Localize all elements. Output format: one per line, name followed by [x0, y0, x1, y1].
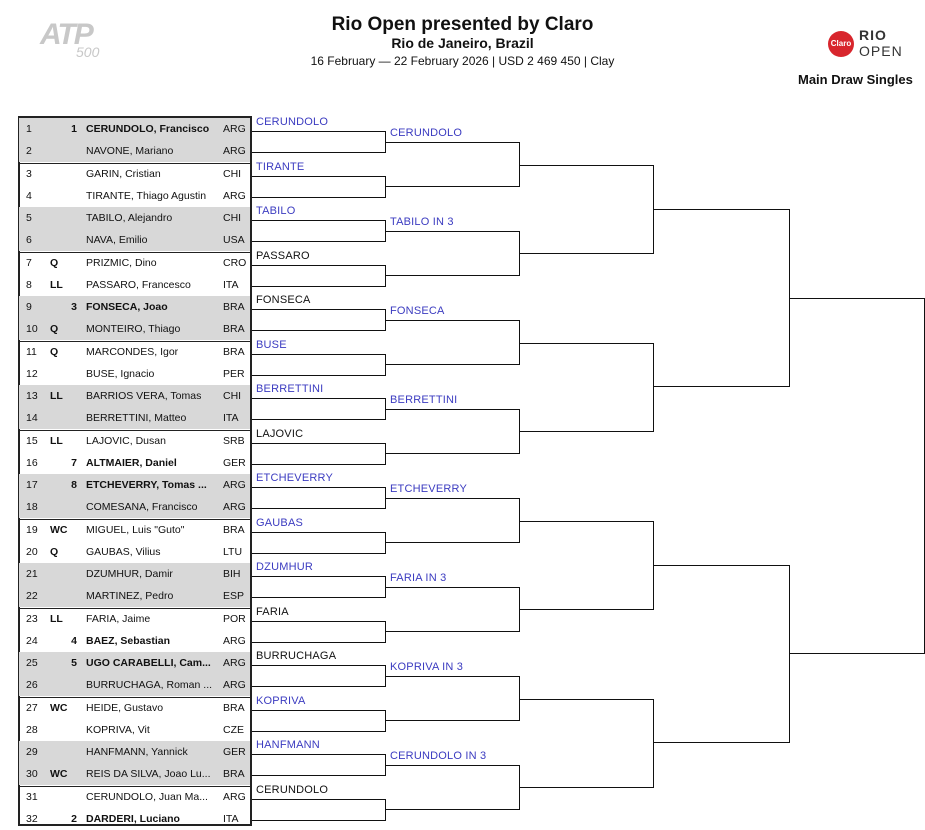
entry-type: LL [50, 278, 63, 291]
player-name: UGO CARABELLI, Cam... [86, 657, 211, 669]
player-name: HANFMANN, Yannick [86, 746, 188, 758]
draw-position: 31 [26, 790, 38, 803]
country-code: CRO [223, 256, 247, 269]
qf-bracket [520, 521, 654, 610]
r1-winner: CERUNDOLO [256, 783, 329, 796]
r2-winner: KOPRIVA IN 3 [390, 661, 464, 674]
r2-winner: BERRETTINI [390, 394, 458, 407]
final-bracket [790, 298, 925, 654]
r2-winner: FONSECA [390, 305, 445, 318]
player-name: DZUMHUR, Damir [86, 568, 173, 580]
r1-bracket [252, 665, 386, 687]
draw-row [19, 341, 250, 363]
qf-bracket [520, 699, 654, 788]
r1-bracket [252, 487, 386, 509]
country-code: BIH [223, 568, 241, 580]
draw-position: 28 [26, 723, 38, 736]
player-name: NAVONE, Mariano [86, 145, 174, 158]
r1-bracket [252, 799, 386, 821]
r2-bracket [386, 409, 520, 454]
draw-position: 26 [26, 679, 38, 692]
seed-number: 4 [71, 634, 77, 647]
entry-type: Q [50, 545, 59, 558]
draw-row [19, 630, 250, 652]
r1-bracket [252, 443, 386, 465]
player-name: ALTMAIER, Daniel [86, 456, 177, 469]
seed-number: 5 [71, 657, 77, 669]
draw-position: 24 [26, 634, 38, 647]
r2-winner: CERUNDOLO IN 3 [390, 750, 487, 763]
seed-number: 1 [71, 123, 77, 135]
player-name: FARIA, Jaime [86, 612, 151, 625]
draw-position: 12 [26, 367, 38, 380]
player-name: GARIN, Cristian [86, 167, 161, 180]
player-name: MIGUEL, Luis "Guto" [86, 523, 185, 536]
country-code: ARG [223, 479, 246, 491]
draw-position: 4 [26, 189, 32, 202]
draw-name: Main Draw Singles [798, 72, 913, 87]
draw-position: 32 [26, 812, 38, 825]
r1-winner: PASSARO [256, 249, 310, 262]
player-name: PRIZMIC, Dino [86, 256, 157, 269]
r1-winner: BERRETTINI [256, 383, 324, 396]
draw-position: 14 [26, 412, 38, 425]
player-name: BAEZ, Sebastian [86, 634, 171, 647]
r1-winner: GAUBAS [256, 516, 304, 529]
r1-winner: HANFMANN [256, 739, 320, 752]
draw-row [19, 140, 250, 162]
draw-row [19, 585, 250, 607]
draw-row [19, 563, 250, 585]
draw-position: 18 [26, 501, 38, 514]
draw-position: 27 [26, 701, 38, 714]
draw-row [19, 163, 250, 185]
country-code: ARG [223, 679, 246, 692]
country-code: ARG [223, 657, 246, 669]
player-name: BUSE, Ignacio [86, 367, 155, 380]
entry-type: Q [50, 256, 59, 269]
draw-row [19, 430, 250, 452]
entry-type: WC [50, 768, 68, 781]
country-code: GER [223, 456, 246, 469]
country-code: BRA [223, 323, 245, 336]
r1-bracket [252, 398, 386, 420]
player-name: BURRUCHAGA, Roman ... [86, 679, 213, 692]
player-name: GAUBAS, Vilius [86, 545, 161, 558]
player-name: MONTEIRO, Thiago [86, 323, 181, 336]
draw-row [19, 296, 250, 318]
country-code: CHI [223, 390, 242, 402]
draw-row [19, 385, 250, 407]
country-code: BRA [223, 301, 245, 313]
player-name: MARTINEZ, Pedro [86, 590, 174, 603]
draw-row [19, 474, 250, 496]
player-name: REIS DA SILVA, Joao Lu... [86, 768, 211, 781]
player-name: FONSECA, Joao [86, 301, 168, 313]
player-name: COMESANA, Francisco [86, 501, 198, 514]
country-code: CZE [223, 723, 244, 736]
draw-row [19, 252, 250, 274]
entry-type: Q [50, 345, 59, 358]
country-code: ARG [223, 123, 246, 135]
draw-position: 1 [26, 123, 32, 135]
seed-number: 2 [71, 812, 77, 825]
entry-type: WC [50, 701, 68, 714]
r1-winner: TIRANTE [256, 160, 305, 173]
entry-type: LL [50, 390, 63, 402]
draw-position: 21 [26, 568, 38, 580]
draw-row [19, 229, 250, 251]
draw-row [19, 674, 250, 696]
r1-bracket [252, 754, 386, 776]
tournament-title: Rio Open presented by Claro [331, 14, 594, 35]
player-name: ETCHEVERRY, Tomas ... [86, 479, 207, 491]
player-name: LAJOVIC, Dusan [86, 434, 166, 447]
draw-position: 17 [26, 479, 38, 491]
country-code: ARG [223, 501, 246, 514]
draw-position: 13 [26, 390, 38, 402]
r2-winner: CERUNDOLO [390, 127, 463, 140]
r1-bracket [252, 220, 386, 242]
r1-winner: LAJOVIC [256, 427, 304, 440]
rio-open-logo [828, 27, 918, 61]
seed-number: 8 [71, 479, 77, 491]
country-code: ARG [223, 790, 246, 803]
draw-position: 10 [26, 323, 38, 336]
entry-type: LL [50, 612, 63, 625]
sf-bracket [654, 209, 790, 387]
draw-row [19, 274, 250, 296]
draw-row [19, 652, 250, 674]
player-name: PASSARO, Francesco [86, 278, 191, 291]
draw-position: 30 [26, 768, 38, 781]
r2-winner: TABILO IN 3 [390, 216, 454, 229]
draw-position: 11 [26, 345, 37, 358]
r1-bracket [252, 354, 386, 376]
r2-bracket [386, 765, 520, 810]
country-code: CHI [223, 212, 242, 224]
r1-winner: ETCHEVERRY [256, 472, 333, 485]
draw-row [19, 808, 250, 830]
draw-position: 7 [26, 256, 32, 269]
player-name: DARDERI, Luciano [86, 812, 180, 825]
country-code: ESP [223, 590, 245, 603]
r2-bracket [386, 231, 520, 276]
draw-position: 29 [26, 746, 38, 758]
r1-bracket [252, 131, 386, 153]
country-code: USA [223, 234, 245, 247]
draw-row [19, 407, 250, 429]
draw-position: 9 [26, 301, 32, 313]
player-name: TABILO, Alejandro [86, 212, 173, 224]
country-code: POR [223, 612, 246, 625]
tournament-location: Rio de Janeiro, Brazil [391, 35, 534, 51]
draw-row [19, 452, 250, 474]
r2-bracket [386, 142, 520, 187]
r1-winner: BURRUCHAGA [256, 650, 337, 663]
player-name: BARRIOS VERA, Tomas [86, 390, 202, 402]
player-name: KOPRIVA, Vit [86, 723, 150, 736]
entry-type: LL [50, 434, 63, 447]
r1-bracket [252, 176, 386, 198]
draw-row [19, 185, 250, 207]
claro-logo: Claro [828, 31, 854, 57]
country-code: ARG [223, 189, 246, 202]
draw-row [19, 207, 250, 229]
r2-winner: ETCHEVERRY [390, 483, 467, 496]
country-code: PER [223, 367, 245, 380]
player-name: MARCONDES, Igor [86, 345, 179, 358]
country-code: LTU [223, 545, 243, 558]
country-code: BRA [223, 768, 245, 781]
r1-bracket [252, 532, 386, 554]
draw-row [19, 741, 250, 763]
r1-winner: DZUMHUR [256, 561, 314, 574]
player-name: CERUNDOLO, Francisco [86, 123, 210, 135]
draw-position: 16 [26, 456, 38, 469]
r1-winner: CERUNDOLO [256, 116, 329, 129]
draw-position: 19 [26, 523, 38, 536]
r2-bracket [386, 320, 520, 365]
draw-row [19, 118, 250, 140]
entry-type: Q [50, 323, 59, 336]
country-code: CHI [223, 167, 242, 180]
country-code: BRA [223, 523, 245, 536]
seed-number: 7 [71, 456, 77, 469]
draw-position: 6 [26, 234, 32, 247]
r1-bracket [252, 265, 386, 287]
draw-row [19, 719, 250, 741]
country-code: ITA [223, 278, 239, 291]
country-code: ARG [223, 634, 246, 647]
player-name: HEIDE, Gustavo [86, 701, 164, 714]
r1-bracket [252, 576, 386, 598]
draw-row [19, 697, 250, 719]
country-code: BRA [223, 701, 245, 714]
r1-bracket [252, 710, 386, 732]
tournament-meta: 16 February — 22 February 2026 | USD 2 469 450 | Clay [310, 54, 615, 68]
draw-position: 20 [26, 545, 38, 558]
atp-logo-word: ATP [40, 18, 92, 51]
qf-bracket [520, 165, 654, 254]
draw-position: 2 [26, 145, 32, 158]
draw-position: 5 [26, 212, 32, 224]
draw-position: 22 [26, 590, 38, 603]
draw-row [19, 519, 250, 541]
r1-winner: FARIA [256, 605, 289, 618]
draw-position: 15 [26, 434, 38, 447]
draw-position: 23 [26, 612, 38, 625]
country-code: BRA [223, 345, 245, 358]
country-code: ITA [223, 412, 239, 425]
draw-position: 8 [26, 278, 32, 291]
rio-logo-line1: RIO [859, 27, 887, 43]
player-name: BERRETTINI, Matteo [86, 412, 187, 425]
r1-winner: FONSECA [256, 294, 311, 307]
country-code: ARG [223, 145, 246, 158]
draw-row [19, 541, 250, 563]
player-name: NAVA, Emilio [86, 234, 148, 247]
player-name: CERUNDOLO, Juan Ma... [86, 790, 208, 803]
seed-number: 3 [71, 301, 77, 313]
draw-position: 25 [26, 657, 38, 669]
r2-bracket [386, 498, 520, 543]
draw-position: 3 [26, 167, 32, 180]
r2-bracket [386, 676, 520, 721]
entry-type: WC [50, 523, 68, 536]
r1-winner: BUSE [256, 338, 287, 351]
r1-winner: TABILO [256, 205, 296, 218]
draw-row [19, 608, 250, 630]
r2-winner: FARIA IN 3 [390, 572, 447, 585]
draw-row [19, 763, 250, 785]
draw-row [19, 318, 250, 340]
qf-bracket [520, 343, 654, 432]
sf-bracket [654, 565, 790, 743]
rio-logo-line2: OPEN [859, 43, 903, 59]
r1-winner: KOPRIVA [256, 694, 306, 707]
r1-bracket [252, 309, 386, 331]
country-code: SRB [223, 434, 245, 447]
atp-logo-number: 500 [76, 44, 100, 60]
draw-row [19, 363, 250, 385]
draw-row [19, 496, 250, 518]
draw-row [19, 786, 250, 808]
player-name: TIRANTE, Thiago Agustin [86, 189, 207, 202]
country-code: GER [223, 746, 246, 758]
r1-bracket [252, 621, 386, 643]
country-code: ITA [223, 812, 239, 825]
r2-bracket [386, 587, 520, 632]
